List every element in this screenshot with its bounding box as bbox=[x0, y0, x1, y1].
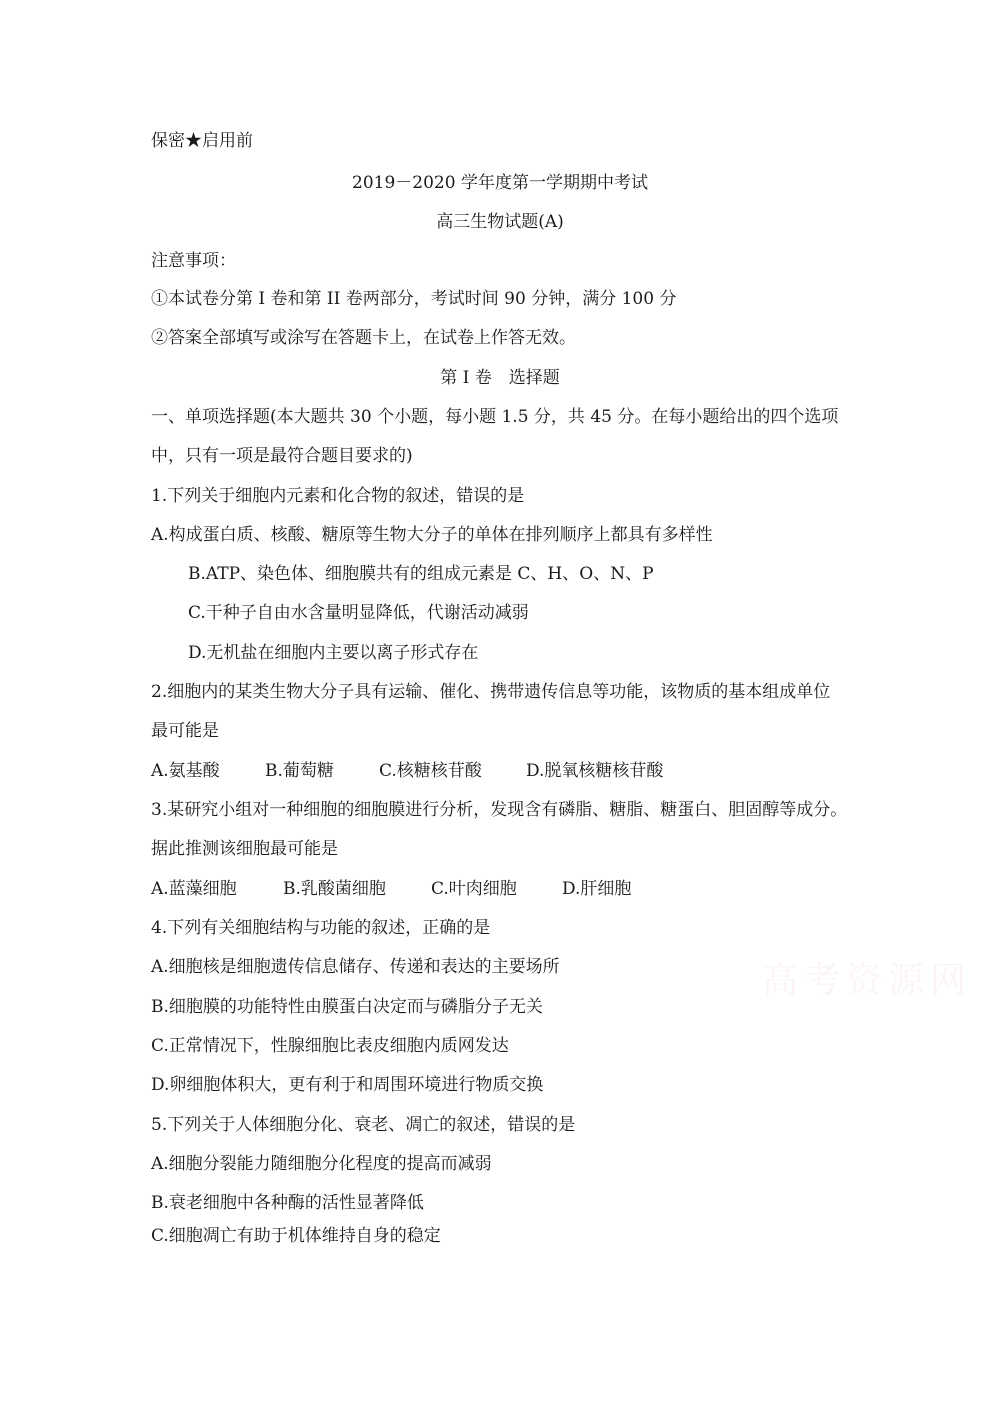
question-2-option-d: D.脱氧核糖核苷酸 bbox=[526, 761, 664, 781]
question-4-stem: 4.下列有关细胞结构与功能的叙述，正确的是 bbox=[151, 918, 491, 938]
watermark: 高考资源网 bbox=[762, 960, 973, 1001]
question-1-option-d: D.无机盐在细胞内主要以离子形式存在 bbox=[188, 643, 479, 663]
question-3-stem-line1: 3.某研究小组对一种细胞的细胞膜进行分析，发现含有磷脂、糖脂、糖蛋白、胆固醇等成分。 bbox=[151, 800, 848, 820]
section-instructions-line2: 中，只有一项是最符合题目要求的) bbox=[151, 446, 413, 466]
question-3-option-b: B.乳酸菌细胞 bbox=[283, 879, 386, 899]
question-3-option-c: C.叶肉细胞 bbox=[431, 879, 517, 899]
notice-item-2: ②答案全部填写或涂写在答题卡上，在试卷上作答无效。 bbox=[151, 328, 576, 348]
question-5-option-a: A.细胞分裂能力随细胞分化程度的提高而减弱 bbox=[151, 1154, 492, 1174]
question-3-option-a: A.蓝藻细胞 bbox=[151, 879, 237, 899]
section-instructions-line1: 一、单项选择题(本大题共 30 个小题，每小题 1.5 分，共 45 分。在每小题给出的四个选项 bbox=[151, 407, 839, 427]
question-1-stem: 1.下列关于细胞内元素和化合物的叙述，错误的是 bbox=[151, 486, 525, 506]
question-4-option-c: C.正常情况下，性腺细胞比表皮细胞内质网发达 bbox=[151, 1036, 509, 1056]
question-2-option-b: B.葡萄糖 bbox=[265, 761, 334, 781]
question-5-option-b: B.衰老细胞中各种酶的活性显著降低 bbox=[151, 1193, 424, 1213]
question-1-option-b: B.ATP、染色体、细胞膜共有的组成元素是 C、H、O、N、P bbox=[188, 564, 654, 584]
question-3-stem-line2: 据此推测该细胞最可能是 bbox=[151, 839, 338, 859]
confidential-label: 保密★启用前 bbox=[151, 131, 253, 151]
section-title: 第 I 卷 选择题 bbox=[440, 368, 560, 388]
question-2-option-a: A.氨基酸 bbox=[151, 761, 220, 781]
question-5-stem: 5.下列关于人体细胞分化、衰老、凋亡的叙述，错误的是 bbox=[151, 1115, 576, 1135]
question-4-option-a: A.细胞核是细胞遗传信息储存、传递和表达的主要场所 bbox=[151, 957, 560, 977]
question-4-option-d: D.卵细胞体积大，更有利于和周围环境进行物质交换 bbox=[151, 1075, 544, 1095]
question-1-option-a: A.构成蛋白质、核酸、糖原等生物大分子的单体在排列顺序上都具有多样性 bbox=[151, 525, 713, 545]
question-4-option-b: B.细胞膜的功能特性由膜蛋白决定而与磷脂分子无关 bbox=[151, 997, 543, 1017]
notice-item-1: ①本试卷分第 I 卷和第 II 卷两部分，考试时间 90 分钟，满分 100 分 bbox=[151, 289, 677, 309]
exam-title: 2019－2020 学年度第一学期期中考试 bbox=[352, 173, 648, 193]
question-3-option-d: D.肝细胞 bbox=[562, 879, 632, 899]
question-5-option-c: C.细胞凋亡有助于机体维持自身的稳定 bbox=[151, 1226, 441, 1246]
notice-label: 注意事项： bbox=[151, 251, 236, 271]
question-1-option-c: C.干种子自由水含量明显降低，代谢活动减弱 bbox=[188, 603, 529, 623]
question-2-stem-line1: 2.细胞内的某类生物大分子具有运输、催化、携带遗传信息等功能，该物质的基本组成单位 bbox=[151, 682, 831, 702]
question-2-stem-line2: 最可能是 bbox=[151, 721, 219, 741]
paper-title: 高三生物试题(A) bbox=[436, 212, 564, 232]
question-2-option-c: C.核糖核苷酸 bbox=[379, 761, 482, 781]
